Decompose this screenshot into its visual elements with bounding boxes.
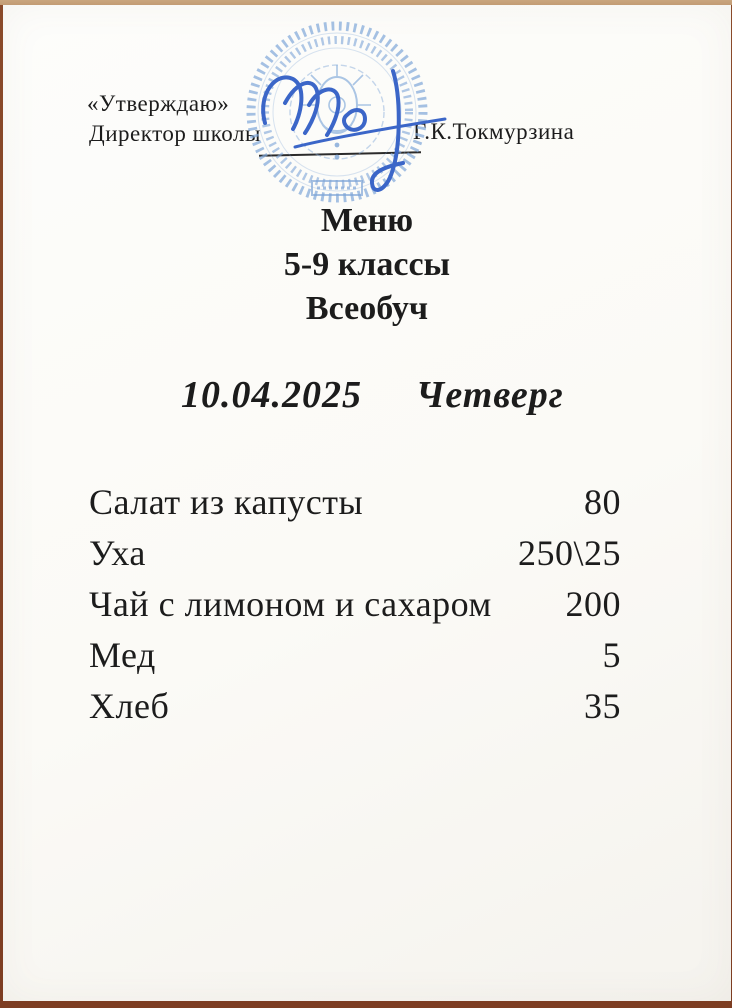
dish-name: Чай с лимоном и сахаром — [89, 584, 492, 624]
menu-date: 10.04.2025 — [181, 374, 362, 416]
dish-name: Уха — [89, 533, 146, 573]
handwritten-signature — [255, 63, 455, 203]
menu-row — [89, 579, 621, 630]
menu-list — [89, 477, 621, 732]
approval-role-label: Директор школы — [89, 121, 261, 146]
dish-portion: 200 — [565, 584, 621, 624]
menu-row — [89, 528, 621, 579]
menu-row — [89, 681, 621, 732]
menu-row — [89, 630, 621, 681]
dish-portion: 35 — [584, 686, 621, 726]
dish-portion: 250\25 — [517, 533, 621, 573]
document-title — [3, 199, 731, 331]
dish-name: Мед — [89, 635, 156, 675]
title-line-classes: 5-9 классы — [283, 246, 451, 283]
approval-quote: «Утверждаю» — [87, 91, 230, 116]
dish-name: Салат из капусты — [89, 482, 364, 522]
dish-name: Хлеб — [89, 686, 170, 726]
date-line — [181, 373, 564, 417]
title-line-vseobuch: Всеобуч — [305, 290, 429, 327]
dish-portion: 5 — [602, 635, 621, 675]
menu-weekday: Четверг — [416, 374, 564, 416]
dish-portion: 80 — [584, 482, 621, 522]
menu-row — [89, 477, 621, 528]
menu-document — [3, 5, 731, 1001]
approval-signer-name: Г.К.Токмурзина — [413, 119, 575, 144]
title-line-menu: Меню — [320, 202, 414, 239]
